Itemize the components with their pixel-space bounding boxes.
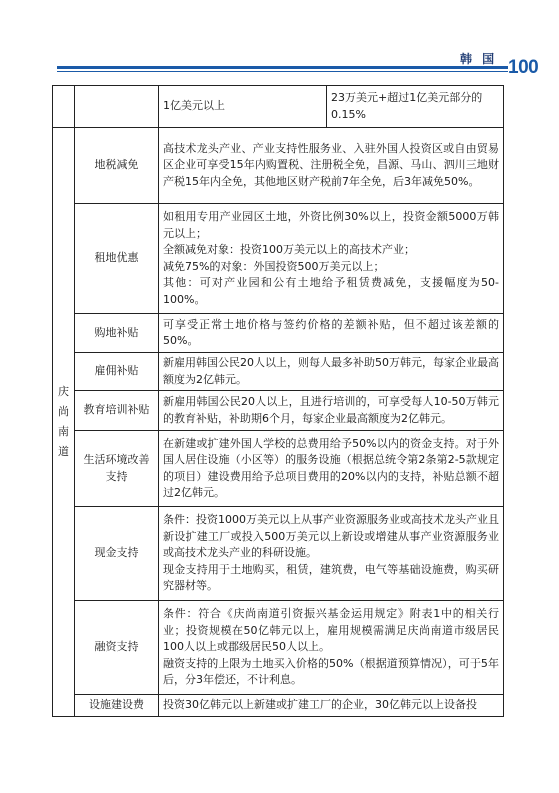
row-content: 可享受正常土地价格与签约价格的差额补贴，但不超过该差额的50%。 (159, 314, 504, 353)
row-content: 条件：符合《庆尚南道引资振兴基金运用规定》附表1中的相关行业；投资规模在50亿韩元以上，雇用规模需满足庆尚南道市级居民100人以上或郡级居民50人以上。 融资支持的上限为土地买入价格的50%（根据道预算情况），可于5年后，分3年偿还，不计利息。 (159, 601, 504, 695)
threshold-cell: 1亿美元以上 (159, 86, 327, 128)
row-content: 新雇用韩国公民20人以上，则每人最多补助50万韩元，每家企业最高额度为2亿韩元。 (159, 353, 504, 391)
row-label: 教育培训补贴 (75, 391, 159, 431)
policy-table (52, 85, 504, 717)
table-row (53, 507, 504, 601)
region-label: 庆 尚 南 道 (58, 384, 69, 458)
table-row (53, 695, 504, 717)
row-content: 条件：投资1000万美元以上从事产业资源服务业或高技术龙头产业且新设扩建工厂或投入500万美元以上新设或增建从事产业资源服务业或高技术龙头产业的科研设施。 现金支持用于土地购买，租赁，建筑费，电气等基础设施费，购买研究器材等。 (159, 507, 504, 601)
table-row (53, 128, 504, 204)
table-row (53, 86, 504, 128)
header-rule (57, 66, 508, 69)
row-label: 现金支持 (75, 507, 159, 601)
label-cell-blank (75, 86, 159, 128)
row-content: 投资30亿韩元以上新建或扩建工厂的企业，30亿韩元以上设备投 (159, 695, 504, 717)
header-rule-thin (57, 71, 508, 72)
table-row (53, 431, 504, 507)
row-label: 租地优惠 (75, 204, 159, 314)
table-row (53, 601, 504, 695)
table-row (53, 204, 504, 314)
table-row (53, 391, 504, 431)
row-label: 雇佣补贴 (75, 353, 159, 391)
table-row (53, 353, 504, 391)
country-header: 韩 国 (460, 52, 498, 66)
table-row (53, 314, 504, 353)
fee-cell: 23万美元+超过1亿美元部分的0.15% (327, 86, 504, 128)
row-label: 地税减免 (75, 128, 159, 204)
row-label: 购地补贴 (75, 314, 159, 353)
row-content: 在新建或扩建外国人学校的总费用给予50%以内的资金支持。对于外国人居住设施（小区等）的服务设施（根据总统令第2条第2-5款规定的项目）建设费用给予总项目费用的20%以内的支持，补贴总额不超过2亿韩元。 (159, 431, 504, 507)
region-cell (53, 128, 75, 717)
row-content: 新雇用韩国公民20人以上，且进行培训的，可享受每人10-50万韩元的教育补贴，补助期6个月，每家企业最高额度为2亿韩元。 (159, 391, 504, 431)
row-content: 高技术龙头产业、产业支持性服务业、入驻外国人投资区或自由贸易区企业可享受15年内购置税、注册税全免，昌源、马山、泗川三地财产税15年内全免，其他地区财产税前7年全免，后3年减免50%。 (159, 128, 504, 204)
row-label: 设施建设费 (75, 695, 159, 717)
row-label: 生活环境改善支持 (75, 431, 159, 507)
row-content: 如租用专用产业园区土地，外资比例30%以上，投资金额5000万韩元以上； 全额减免对象：投资100万美元以上的高技术产业； 减免75%的对象：外国投资500万美元以上； 其他：可对产业园和公有土地给予租赁费减免，支援幅度为50-100%。 (159, 204, 504, 314)
region-cell-top (53, 86, 75, 128)
row-label: 融资支持 (75, 601, 159, 695)
page-number: 100 (508, 57, 539, 78)
